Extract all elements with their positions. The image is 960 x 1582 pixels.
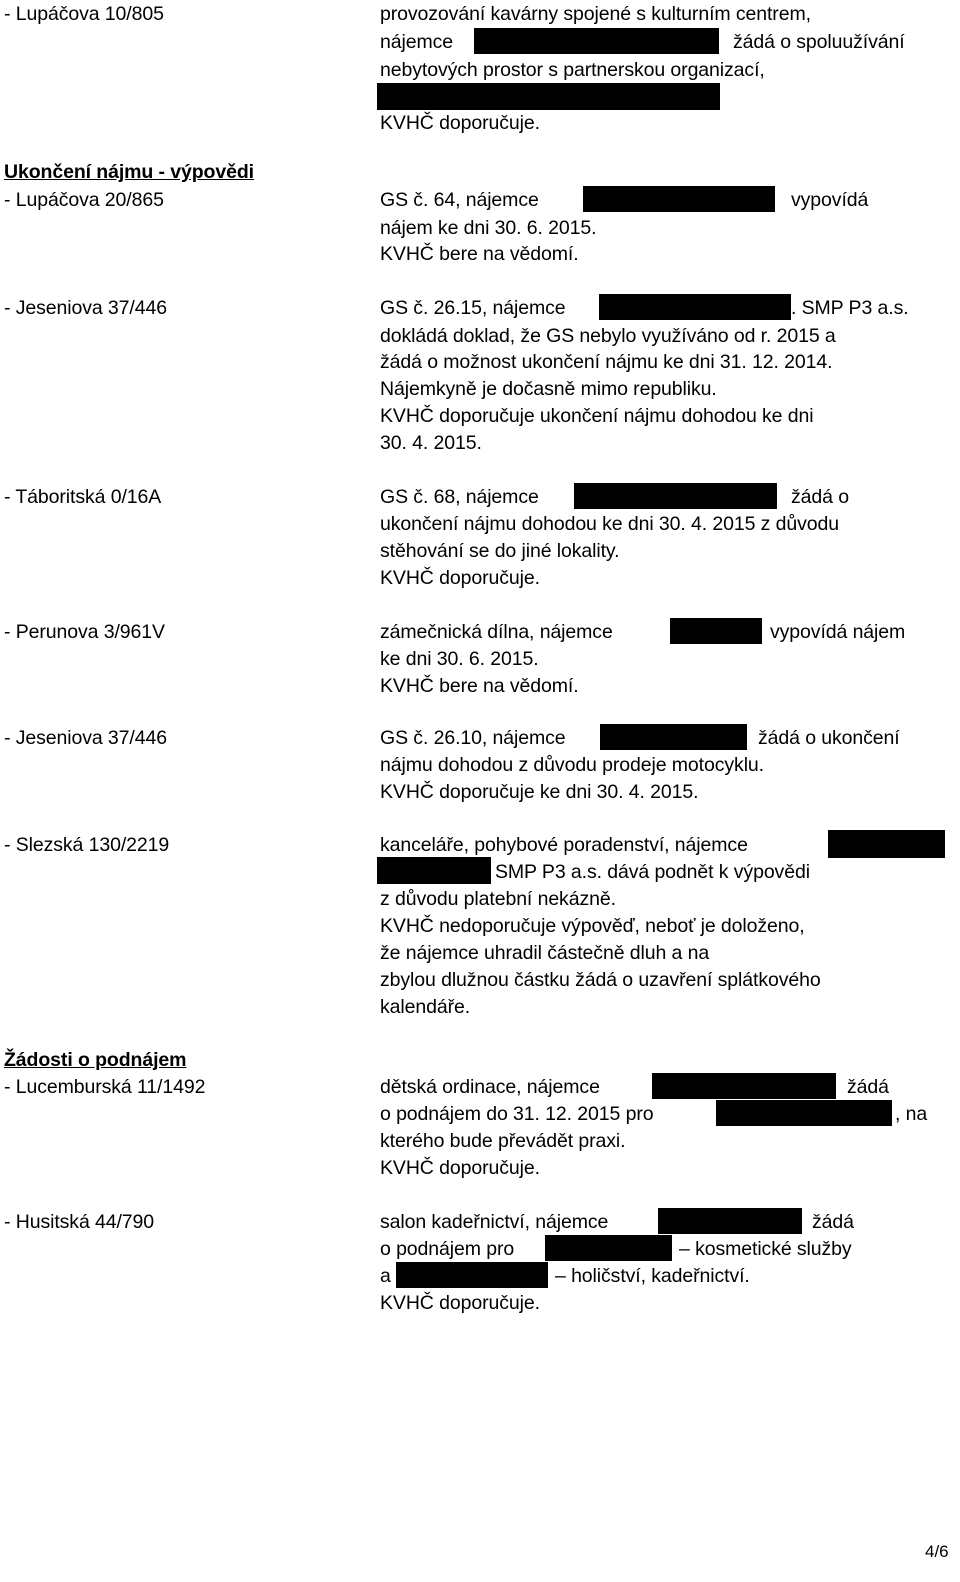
section-heading-termination: Ukončení nájmu - výpovědi xyxy=(4,161,254,183)
redaction-bar xyxy=(377,83,720,110)
text-line: z důvodu platební nekázně. xyxy=(380,888,616,910)
text-line: ke dni 30. 6. 2015. xyxy=(380,648,539,670)
address-jeseniova-2: - Jeseniova 37/446 xyxy=(4,727,167,749)
text-line: KVHČ doporučuje ke dni 30. 4. 2015. xyxy=(380,781,699,803)
text-line: provozování kavárny spojené s kulturním centrem, xyxy=(380,3,811,25)
text-line: nájemce xyxy=(380,31,454,53)
redaction-bar xyxy=(670,618,762,644)
text-line: KVHČ doporučuje. xyxy=(380,1292,540,1314)
redaction-bar xyxy=(474,28,719,54)
text-line: dokládá doklad, že GS nebylo využíváno od r. 2015 a xyxy=(380,325,836,347)
text-line: žádá o spoluužívání xyxy=(733,31,905,53)
text-line: stěhování se do jiné lokality. xyxy=(380,540,620,562)
text-line: dětská ordinace, nájemce xyxy=(380,1076,600,1098)
text-line: nájmu dohodou z důvodu prodeje motocyklu. xyxy=(380,754,764,776)
address-lupacova-20: - Lupáčova 20/865 xyxy=(4,189,164,211)
address-jeseniova-1: - Jeseniova 37/446 xyxy=(4,297,167,319)
redaction-bar xyxy=(574,483,777,509)
text-line: zbylou dlužnou částku žádá o uzavření splátkového xyxy=(380,969,821,991)
text-line: vypovídá nájem xyxy=(770,621,906,643)
address-lupacova-10: - Lupáčova 10/805 xyxy=(4,3,164,25)
text-line: žádá o xyxy=(791,486,849,508)
redaction-bar xyxy=(545,1235,672,1261)
redaction-bar xyxy=(396,1262,548,1288)
text-line: ukončení nájmu dohodou ke dni 30. 4. 2015 z důvodu xyxy=(380,513,840,535)
text-line: – holičství, kadeřnictví. xyxy=(555,1265,750,1287)
text-line: žádá o možnost ukončení nájmu ke dni 31. 12. 2014. xyxy=(380,351,833,373)
redaction-bar xyxy=(583,186,775,212)
text-line: KVHČ doporučuje. xyxy=(380,1157,540,1179)
text-line: 30. 4. 2015. xyxy=(380,432,482,454)
text-line: Nájemkyně je dočasně mimo republiku. xyxy=(380,378,717,400)
text-line: SMP P3 a.s. dává podnět k výpovědi xyxy=(495,861,810,883)
text-line: , na xyxy=(895,1103,928,1125)
text-line: . SMP P3 a.s. xyxy=(791,297,909,319)
text-line: kterého bude převádět praxi. xyxy=(380,1130,626,1152)
text-line: KVHČ nedoporučuje výpověď, neboť je doloženo, xyxy=(380,915,805,937)
page-number: 4/6 xyxy=(925,1542,949,1561)
text-line: – kosmetické služby xyxy=(679,1238,852,1260)
text-line: KVHČ bere na vědomí. xyxy=(380,675,579,697)
text-line: GS č. 64, nájemce xyxy=(380,189,539,211)
redaction-bar xyxy=(600,724,747,750)
text-line: kalendáře. xyxy=(380,996,471,1018)
redaction-bar xyxy=(652,1073,836,1099)
text-line: KVHČ bere na vědomí. xyxy=(380,243,579,265)
text-line: KVHČ doporučuje. xyxy=(380,112,540,134)
text-line: že nájemce uhradil částečně dluh a na xyxy=(380,942,710,964)
text-line: KVHČ doporučuje. xyxy=(380,567,540,589)
address-taboritska: - Táboritská 0/16A xyxy=(4,486,162,508)
text-line: vypovídá xyxy=(791,189,869,211)
text-line: a xyxy=(380,1265,391,1287)
address-slezska: - Slezská 130/2219 xyxy=(4,834,170,856)
text-line: GS č. 26.10, nájemce xyxy=(380,727,566,749)
text-line: GS č. 26.15, nájemce xyxy=(380,297,566,319)
redaction-bar xyxy=(828,830,945,858)
text-line: o podnájem pro xyxy=(380,1238,515,1260)
text-line: žádá o ukončení xyxy=(758,727,900,749)
text-line: žádá xyxy=(812,1211,854,1233)
text-line: kanceláře, pohybové poradenství, nájemce xyxy=(380,834,748,856)
address-lucemburska: - Lucemburská 11/1492 xyxy=(4,1076,206,1098)
text-line: nájem ke dni 30. 6. 2015. xyxy=(380,217,597,239)
address-perunova: - Perunova 3/961V xyxy=(4,621,165,643)
redaction-bar xyxy=(377,857,491,884)
redaction-bar xyxy=(658,1208,802,1234)
text-line: žádá xyxy=(847,1076,889,1098)
text-line: KVHČ doporučuje ukončení nájmu dohodou ke dni xyxy=(380,405,814,427)
address-husitska: - Husitská 44/790 xyxy=(4,1211,155,1233)
text-line: salon kadeřnictví, nájemce xyxy=(380,1211,609,1233)
text-line: GS č. 68, nájemce xyxy=(380,486,539,508)
text-line: o podnájem do 31. 12. 2015 pro xyxy=(380,1103,654,1125)
redaction-bar xyxy=(716,1100,892,1126)
section-heading-sublease: Žádosti o podnájem xyxy=(4,1049,187,1071)
text-line: zámečnická dílna, nájemce xyxy=(380,621,613,643)
text-line: nebytových prostor s partnerskou organizací, xyxy=(380,59,765,81)
redaction-bar xyxy=(599,294,791,320)
